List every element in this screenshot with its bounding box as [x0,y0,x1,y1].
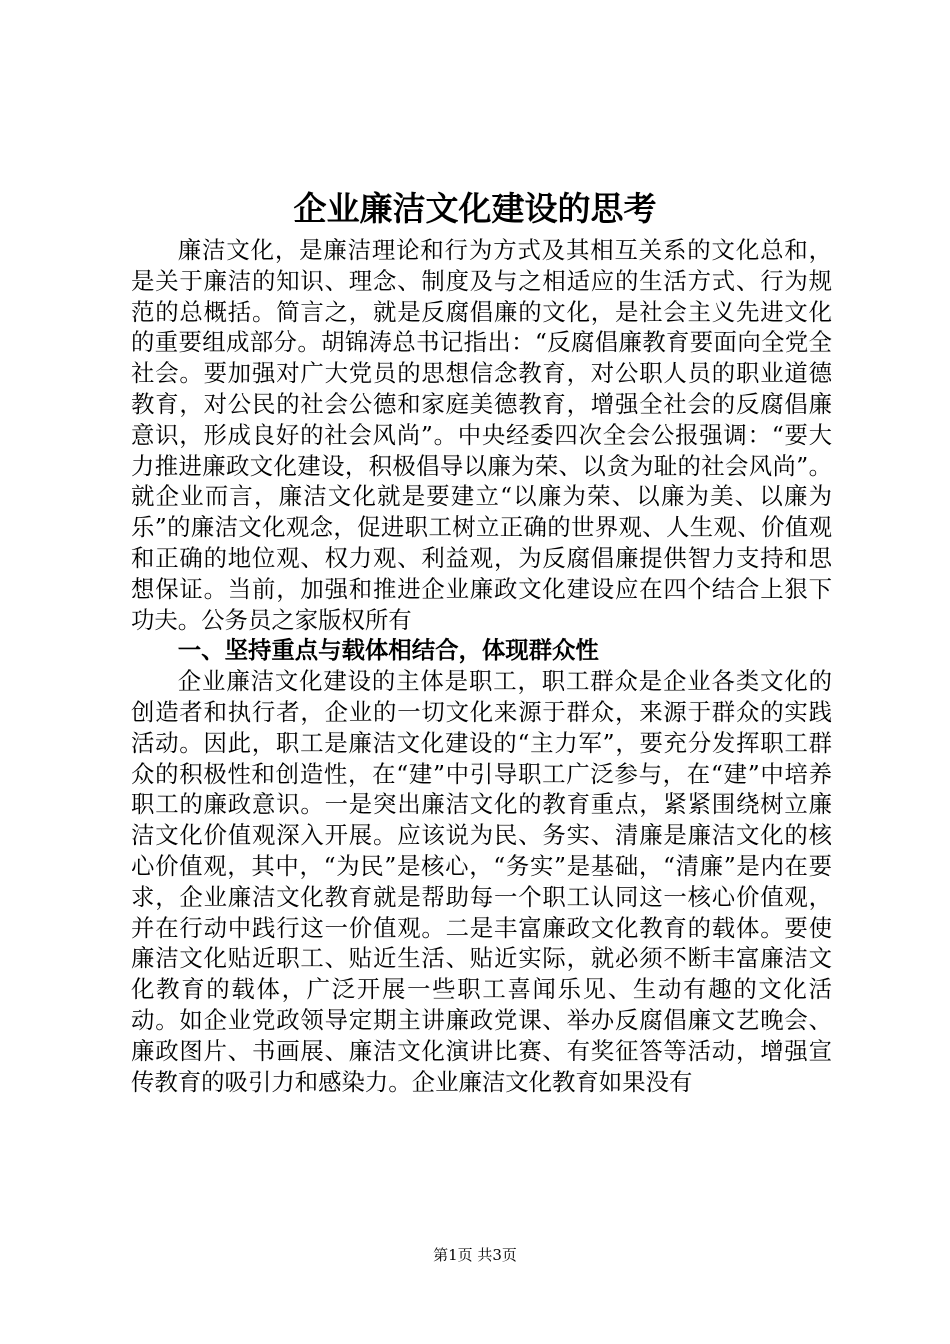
document-body [131,235,832,1097]
paragraph-section-1: 企业廉洁文化建设的主体是职工，职工群众是企业各类文化的创造者和执行者，企业的一切文化来源于群众，来源于群众的实践活动。因此，职工是廉洁文化建设的“主力军”，要充分发挥职工群众的积极性和创造性，在“建”中引导职工广泛参与，在“建”中培养职工的廉政意识。一是突出廉洁文化的教育重点，紧紧围绕树立廉洁文化价值观深入开展。应该说为民、务实、清廉是廉洁文化的核心价值观，其中，“为民”是核心，“务实”是基础，“清廉”是内在要求，企业廉洁文化教育就是帮助每一个职工认同这一核心价值观，并在行动中践行这一价值观。二是丰富廉政文化教育的载体。要使廉洁文化贴近职工、贴近生活、贴近实际，就必须不断丰富廉洁文化教育的载体，广泛开展一些职工喜闻乐见、生动有趣的文化活动。如企业党政领导定期主讲廉政党课、举办反腐倡廉文艺晚会、廉政图片、书画展、廉洁文化演讲比赛、有奖征答等活动，增强宣传教育的吸引力和感染力。企业廉洁文化教育如果没有 [131,667,832,1096]
paragraph-intro: 廉洁文化，是廉洁理论和行为方式及其相互关系的文化总和，是关于廉洁的知识、理念、制度及与之相适应的生活方式、行为规范的总概括。简言之，就是反腐倡廉的文化，是社会主义先进文化的重要组成部分。胡锦涛总书记指出：“反腐倡廉教育要面向全党全社会。要加强对广大党员的思想信念教育，对公职人员的职业道德教育，对公民的社会公德和家庭美德教育，增强全社会的反腐倡廉意识，形成良好的社会风尚”。中央经委四次全会公报强调：“要大力推进廉政文化建设，积极倡导以廉为荣、以贪为耻的社会风尚”。就企业而言，廉洁文化就是要建立“以廉为荣、以廉为美、以廉为乐”的廉洁文化观念，促进职工树立正确的世界观、人生观、价值观和正确的地位观、权力观、利益观，为反腐倡廉提供智力支持和思想保证。当前，加强和推进企业廉政文化建设应在四个结合上狠下功夫。公务员之家版权所有 [131,236,832,634]
page-footer: 第1页 共3页 [433,1246,517,1264]
document-title: 企业廉洁文化建设的思考 [293,189,657,228]
section-heading-1: 一、坚持重点与载体相结合，体现群众性 [177,636,599,665]
